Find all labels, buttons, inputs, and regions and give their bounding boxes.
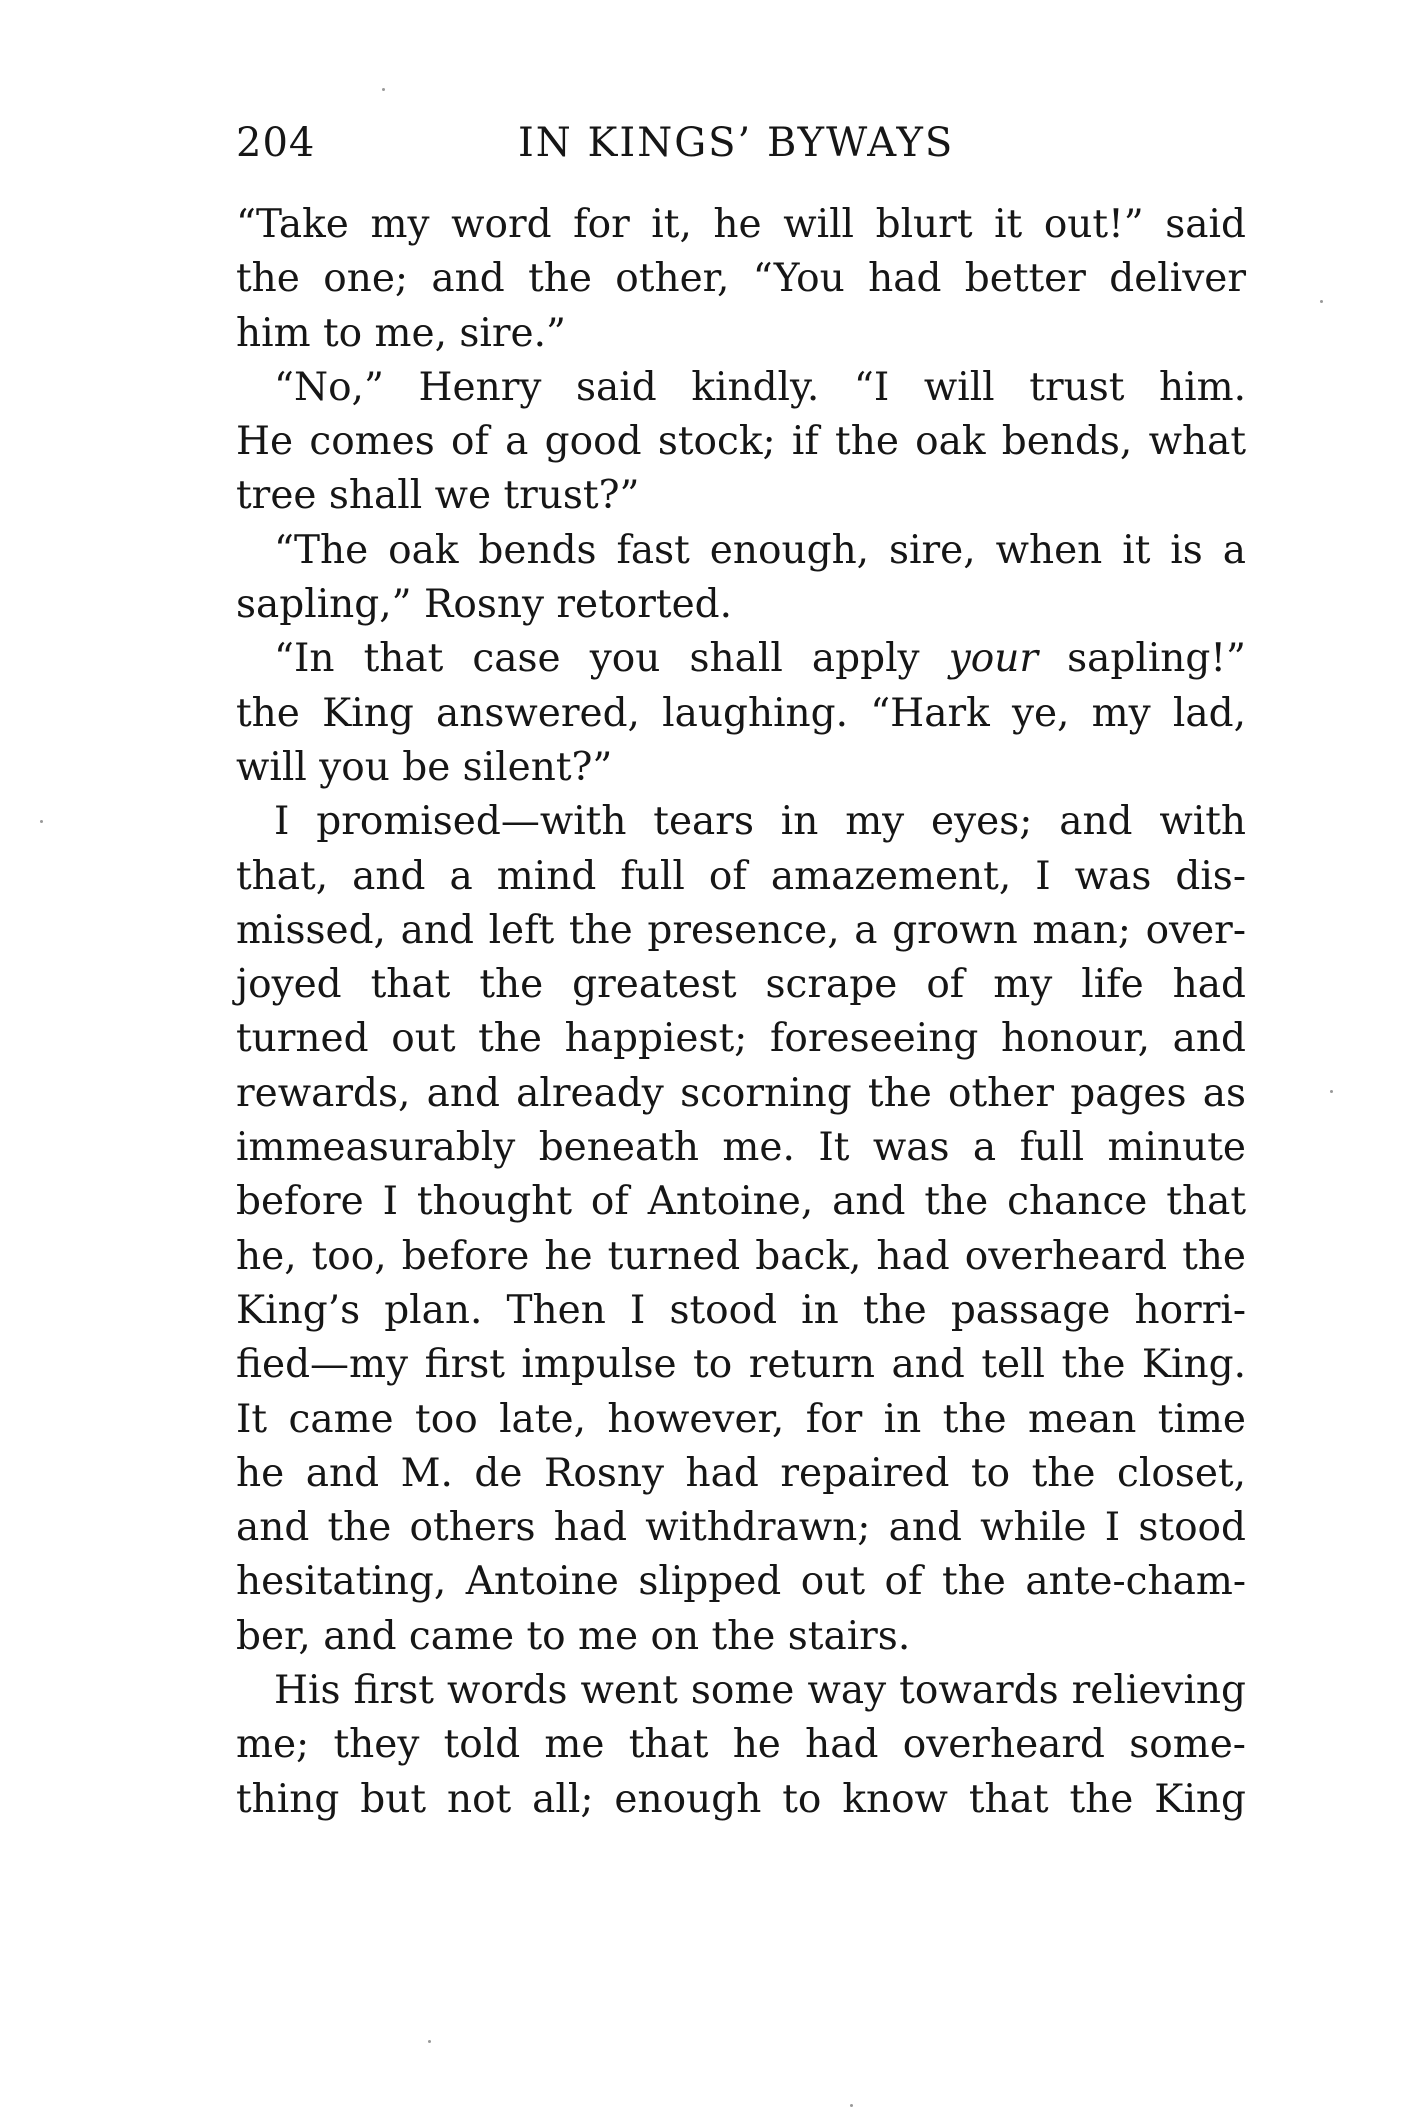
paper-speck	[1320, 300, 1323, 303]
text-line: sapling,” Rosny retorted.	[236, 582, 733, 628]
text-line: He comes of a good stock; if the oak bends, what	[236, 419, 1246, 465]
text-line: I promised—with tears in my eyes; and with	[274, 799, 1246, 845]
text-line: King’s plan. Then I stood in the passage horri-	[236, 1287, 1246, 1333]
text-line: immeasurably beneath me. It was a full minute	[236, 1125, 1246, 1171]
paper-speck	[428, 2040, 431, 2043]
text-line: fied—my first impulse to return and tell the King.	[236, 1342, 1246, 1388]
text-line: “The oak bends fast enough, sire, when it is a	[274, 527, 1246, 573]
text-line: will you be silent?”	[236, 744, 613, 790]
text-line: before I thought of Antoine, and the chance that	[236, 1179, 1246, 1225]
text-line: the one; and the other, “You had better deliver	[236, 256, 1246, 302]
text-line: me; they told me that he had overheard some-	[236, 1722, 1246, 1768]
text-line: hesitating, Antoine slipped out of the ante-cham-	[236, 1559, 1246, 1605]
text-line: ber, and came to me on the stairs.	[236, 1613, 911, 1659]
text-line: rewards, and already scorning the other pages as	[236, 1070, 1246, 1116]
text-line: turned out the happiest; foreseeing honour, and	[236, 1016, 1246, 1062]
text-line: It came too late, however, for in the mean time	[236, 1396, 1246, 1442]
text-line: missed, and left the presence, a grown man; over-	[236, 907, 1246, 953]
text-line: joyed that the greatest scrape of my life had	[236, 962, 1246, 1008]
text-line: and the others had withdrawn; and while I stood	[236, 1505, 1246, 1551]
text-segment: sapling!”	[1067, 636, 1246, 682]
text-line: His first words went some way towards relieving	[274, 1668, 1246, 1714]
paper-speck	[40, 820, 43, 823]
paper-speck	[1330, 1090, 1333, 1093]
text-line: thing but not all; enough to know that the King	[236, 1776, 1246, 1822]
body-text	[236, 198, 1246, 1827]
text-line: tree shall we trust?”	[236, 473, 640, 519]
text-line: the King answered, laughing. “Hark ye, my lad,	[236, 690, 1246, 736]
page-number: 204	[236, 120, 316, 166]
text-line-with-italic	[236, 632, 1246, 686]
text-line: him to me, sire.”	[236, 310, 566, 356]
paper-speck	[850, 2104, 853, 2107]
text-line: “No,” Henry said kindly. “I will trust him.	[274, 364, 1246, 410]
italic-emphasis: your	[948, 636, 1038, 682]
text-line: he, too, before he turned back, had overheard the	[236, 1233, 1246, 1279]
text-segment: “In that case you shall apply	[274, 636, 920, 682]
text-line: that, and a mind full of amazement, I was dis-	[236, 853, 1246, 899]
text-line: “Take my word for it, he will blurt it out!” said	[236, 202, 1246, 247]
paper-speck	[382, 88, 385, 91]
text-line: he and M. de Rosny had repaired to the closet,	[236, 1450, 1246, 1496]
running-title: IN KINGS’ BYWAYS	[518, 120, 955, 166]
page-header	[236, 120, 1246, 180]
